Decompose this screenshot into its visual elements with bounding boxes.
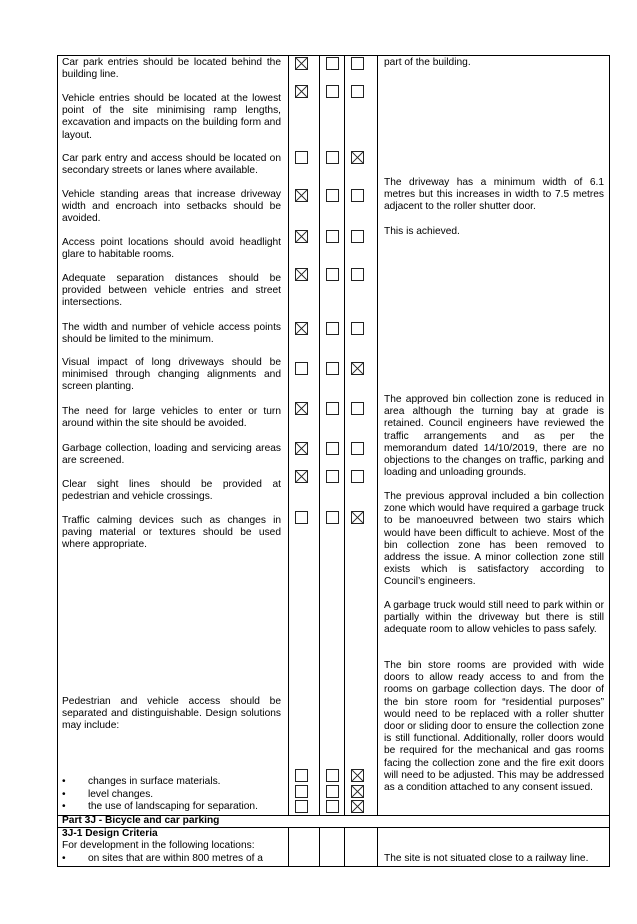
checkbox-na[interactable] <box>351 769 364 782</box>
criterion-text: Car park entry and access should be located on secondary streets or lanes where available. <box>62 153 281 177</box>
criterion-text: Vehicle entries should be located at the lowest point of the site minimising ramp lengths, excavation and impacts on the building form and layout. <box>62 93 281 141</box>
checkbox-na[interactable] <box>351 57 364 70</box>
checkbox-no[interactable] <box>326 402 339 415</box>
checkbox-no[interactable] <box>326 230 339 243</box>
column-divider-2b <box>319 827 320 867</box>
checkbox-na[interactable] <box>351 785 364 798</box>
column-divider-4b <box>377 827 378 867</box>
criterion-text: Car park entries should be located behind the building line. <box>62 57 281 81</box>
column-divider-1b <box>288 827 289 867</box>
table-bottom-border <box>57 866 610 867</box>
checkbox-no[interactable] <box>326 85 339 98</box>
checkbox-na[interactable] <box>351 322 364 335</box>
checkbox-yes[interactable] <box>295 362 308 375</box>
comment-text: This is achieved. <box>384 226 460 237</box>
section-subtitle: 3J-1 Design Criteria <box>62 828 158 839</box>
criterion-text: Visual impact of long driveways should be minimised through changing alignments and screen planting. <box>62 357 281 393</box>
checkbox-yes[interactable] <box>295 402 308 415</box>
bullet-text: changes in surface materials. <box>88 776 221 787</box>
checkbox-no[interactable] <box>326 322 339 335</box>
checkbox-no[interactable] <box>326 151 339 164</box>
checkbox-na[interactable] <box>351 151 364 164</box>
checkbox-yes[interactable] <box>295 230 308 243</box>
bullet-text: level changes. <box>88 789 154 800</box>
section-comment: The site is not situated close to a railway line. <box>384 853 589 864</box>
bullet-symbol: • <box>62 789 66 800</box>
checkbox-no[interactable] <box>326 769 339 782</box>
criterion-text: Access point locations should avoid headlight glare to habitable rooms. <box>62 237 281 261</box>
table-top-border <box>57 55 610 56</box>
column-divider-4 <box>377 55 378 815</box>
comment-text: The bin store rooms are provided with wide doors to allow ready access to and from the rooms on garbage collection days. The door of the bin store room for “residential purposes” would need to be replaced with a roller shutter door or sliding door to ensure the collection zone is still functional. Additionally, roller doors would be required for the mechanical and gas rooms facing the collection zone and the fire exit doors will need to be adjusted. This may be addressed as a condition attached to any consent issued. <box>384 660 604 794</box>
checkbox-yes[interactable] <box>295 785 308 798</box>
checkbox-na[interactable] <box>351 85 364 98</box>
checkbox-yes[interactable] <box>295 322 308 335</box>
criterion-text: Adequate separation distances should be provided between vehicle entries and street intersections. <box>62 273 281 309</box>
checkbox-na[interactable] <box>351 189 364 202</box>
comment-text: The driveway has a minimum width of 6.1 metres but this increases in width to 7.5 metres adjacent to the roller shutter door. <box>384 177 604 213</box>
bullet-symbol: • <box>62 801 66 812</box>
checkbox-na[interactable] <box>351 442 364 455</box>
checkbox-yes[interactable] <box>295 511 308 524</box>
checkbox-no[interactable] <box>326 268 339 281</box>
comment-text: The approved bin collection zone is reduced in area although the turning bay at grade is retained. Council engineers have reviewed the traffic arrangements and as per the memorandum dated 14/10/2019, there are no objections to the changes on traffic, parking and loading and unloading grounds. <box>384 394 604 479</box>
checkbox-na[interactable] <box>351 470 364 483</box>
checkbox-yes[interactable] <box>295 85 308 98</box>
criterion-text: Traffic calming devices such as changes in paving material or textures should be used where appropriate. <box>62 515 281 551</box>
column-divider-2 <box>319 55 320 815</box>
criterion-text: Pedestrian and vehicle access should be separated and distinguishable. Design solutions may include: <box>62 696 281 732</box>
checkbox-no[interactable] <box>326 785 339 798</box>
checkbox-na[interactable] <box>351 362 364 375</box>
criterion-text: Garbage collection, loading and servicing areas are screened. <box>62 443 281 467</box>
table-left-border <box>57 55 58 867</box>
table-right-border <box>609 55 610 867</box>
checkbox-no[interactable] <box>326 511 339 524</box>
comment-text: A garbage truck would still need to park within or partially within the driveway but there is still adequate room to allow vehicles to pass safely. <box>384 600 604 636</box>
comment-text: The previous approval included a bin collection zone which would have required a garbage truck to be manoeuvred between two stairs which would have been difficult to achieve. Most of the bin collection zone has been removed to address the issue. A minor collection zone still exists which is satisfactory according to Council’s engineers. <box>384 491 604 588</box>
checkbox-yes[interactable] <box>295 57 308 70</box>
checkbox-na[interactable] <box>351 268 364 281</box>
checkbox-no[interactable] <box>326 57 339 70</box>
checkbox-yes[interactable] <box>295 800 308 813</box>
section-title: Part 3J - Bicycle and car parking <box>62 815 220 826</box>
column-divider-3 <box>344 55 345 815</box>
checkbox-na[interactable] <box>351 230 364 243</box>
checkbox-no[interactable] <box>326 470 339 483</box>
checkbox-no[interactable] <box>326 800 339 813</box>
checkbox-yes[interactable] <box>295 268 308 281</box>
checkbox-no[interactable] <box>326 189 339 202</box>
checkbox-na[interactable] <box>351 511 364 524</box>
bullet-symbol: • <box>62 853 66 864</box>
bullet-symbol: • <box>62 776 66 787</box>
criterion-text: The need for large vehicles to enter or turn around within the site should be avoided. <box>62 406 281 430</box>
checkbox-yes[interactable] <box>295 151 308 164</box>
checkbox-na[interactable] <box>351 402 364 415</box>
column-divider-1 <box>288 55 289 815</box>
checkbox-na[interactable] <box>351 800 364 813</box>
section-intro: For development in the following locations: <box>62 840 255 851</box>
checkbox-yes[interactable] <box>295 442 308 455</box>
checkbox-no[interactable] <box>326 442 339 455</box>
checkbox-yes[interactable] <box>295 769 308 782</box>
criterion-text: The width and number of vehicle access points should be limited to the minimum. <box>62 322 281 346</box>
criterion-text: Vehicle standing areas that increase driveway width and encroach into setbacks should be avoided. <box>62 189 281 225</box>
column-divider-3b <box>344 827 345 867</box>
comment-text: part of the building. <box>384 57 471 68</box>
section-bullet-text: on sites that are within 800 metres of a <box>88 853 263 864</box>
bullet-text: the use of landscaping for separation. <box>88 801 258 812</box>
checkbox-yes[interactable] <box>295 189 308 202</box>
criterion-text: Clear sight lines should be provided at pedestrian and vehicle crossings. <box>62 479 281 503</box>
checkbox-no[interactable] <box>326 362 339 375</box>
checkbox-yes[interactable] <box>295 470 308 483</box>
